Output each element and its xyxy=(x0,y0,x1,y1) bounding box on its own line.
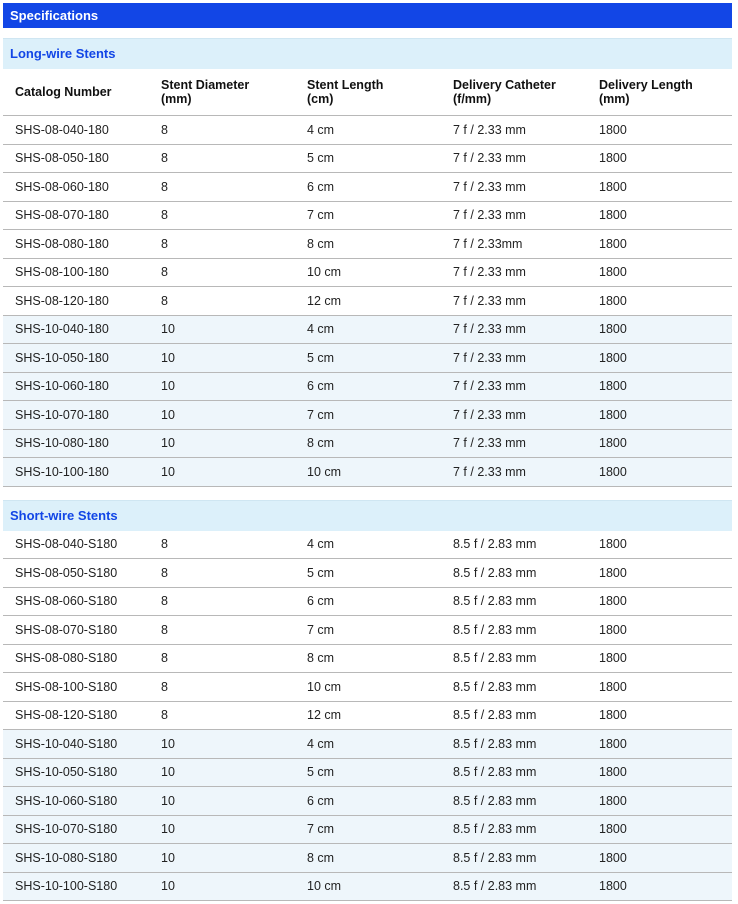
table-row xyxy=(3,116,732,145)
table-row xyxy=(3,758,732,787)
cell-delivery-length: 1800 xyxy=(587,287,732,316)
cell-stent-length: 7 cm xyxy=(295,201,441,230)
column-header-delivery-catheter: Delivery Catheter (f/mm) xyxy=(441,69,587,116)
cell-delivery-catheter: 8.5 f / 2.83 mm xyxy=(441,616,587,645)
table-row xyxy=(3,344,732,373)
cell-catalog-number: SHS-10-040-180 xyxy=(3,315,149,344)
cell-stent-diameter: 8 xyxy=(149,144,295,173)
specifications-page xyxy=(3,3,732,901)
cell-stent-diameter: 8 xyxy=(149,258,295,287)
cell-stent-diameter: 8 xyxy=(149,587,295,616)
table-row xyxy=(3,144,732,173)
cell-stent-length: 10 cm xyxy=(295,458,441,487)
cell-delivery-catheter: 8.5 f / 2.83 mm xyxy=(441,730,587,759)
cell-delivery-catheter: 7 f / 2.33 mm xyxy=(441,401,587,430)
cell-stent-diameter: 8 xyxy=(149,173,295,202)
cell-stent-length: 6 cm xyxy=(295,372,441,401)
table-row xyxy=(3,230,732,259)
cell-delivery-catheter: 7 f / 2.33 mm xyxy=(441,315,587,344)
cell-delivery-catheter: 7 f / 2.33 mm xyxy=(441,201,587,230)
cell-delivery-catheter: 7 f / 2.33 mm xyxy=(441,173,587,202)
cell-stent-length: 4 cm xyxy=(295,116,441,145)
cell-stent-diameter: 8 xyxy=(149,287,295,316)
cell-delivery-length: 1800 xyxy=(587,230,732,259)
cell-delivery-length: 1800 xyxy=(587,173,732,202)
cell-catalog-number: SHS-10-070-S180 xyxy=(3,815,149,844)
cell-stent-diameter: 10 xyxy=(149,872,295,901)
cell-delivery-length: 1800 xyxy=(587,372,732,401)
column-header-row xyxy=(3,69,732,116)
cell-delivery-catheter: 7 f / 2.33 mm xyxy=(441,458,587,487)
cell-stent-length: 4 cm xyxy=(295,730,441,759)
cell-delivery-length: 1800 xyxy=(587,815,732,844)
cell-delivery-length: 1800 xyxy=(587,344,732,373)
cell-catalog-number: SHS-10-050-S180 xyxy=(3,758,149,787)
cell-catalog-number: SHS-08-050-180 xyxy=(3,144,149,173)
cell-delivery-length: 1800 xyxy=(587,315,732,344)
table-row xyxy=(3,458,732,487)
cell-delivery-length: 1800 xyxy=(587,673,732,702)
cell-stent-diameter: 10 xyxy=(149,844,295,873)
cell-catalog-number: SHS-08-070-S180 xyxy=(3,616,149,645)
cell-stent-length: 7 cm xyxy=(295,401,441,430)
table-row xyxy=(3,429,732,458)
cell-stent-length: 8 cm xyxy=(295,230,441,259)
cell-catalog-number: SHS-08-060-S180 xyxy=(3,587,149,616)
cell-delivery-length: 1800 xyxy=(587,587,732,616)
table-row xyxy=(3,787,732,816)
cell-delivery-catheter: 8.5 f / 2.83 mm xyxy=(441,758,587,787)
cell-catalog-number: SHS-08-120-S180 xyxy=(3,701,149,730)
cell-stent-diameter: 10 xyxy=(149,429,295,458)
table-row xyxy=(3,401,732,430)
cell-delivery-catheter: 8.5 f / 2.83 mm xyxy=(441,872,587,901)
cell-delivery-length: 1800 xyxy=(587,559,732,588)
short-wire-table-body xyxy=(3,531,732,901)
cell-delivery-length: 1800 xyxy=(587,644,732,673)
cell-delivery-length: 1800 xyxy=(587,531,732,559)
cell-delivery-catheter: 7 f / 2.33 mm xyxy=(441,287,587,316)
section-title-long-wire: Long-wire Stents xyxy=(3,38,732,69)
cell-delivery-length: 1800 xyxy=(587,730,732,759)
cell-delivery-catheter: 7 f / 2.33 mm xyxy=(441,116,587,145)
table-row xyxy=(3,372,732,401)
cell-stent-diameter: 8 xyxy=(149,701,295,730)
table-row xyxy=(3,287,732,316)
cell-stent-diameter: 10 xyxy=(149,787,295,816)
cell-stent-diameter: 8 xyxy=(149,559,295,588)
spacer xyxy=(3,487,732,500)
cell-catalog-number: SHS-10-080-S180 xyxy=(3,844,149,873)
cell-stent-length: 12 cm xyxy=(295,701,441,730)
cell-catalog-number: SHS-08-040-180 xyxy=(3,116,149,145)
cell-stent-length: 8 cm xyxy=(295,429,441,458)
column-header-catalog-number: Catalog Number xyxy=(3,69,149,116)
cell-stent-length: 12 cm xyxy=(295,287,441,316)
cell-delivery-catheter: 7 f / 2.33mm xyxy=(441,230,587,259)
cell-delivery-length: 1800 xyxy=(587,616,732,645)
cell-delivery-length: 1800 xyxy=(587,144,732,173)
cell-delivery-catheter: 8.5 f / 2.83 mm xyxy=(441,844,587,873)
cell-delivery-length: 1800 xyxy=(587,458,732,487)
cell-stent-diameter: 8 xyxy=(149,644,295,673)
table-row xyxy=(3,673,732,702)
table-row xyxy=(3,701,732,730)
cell-stent-length: 7 cm xyxy=(295,616,441,645)
cell-stent-length: 5 cm xyxy=(295,559,441,588)
table-row xyxy=(3,644,732,673)
long-wire-table-body xyxy=(3,116,732,487)
cell-stent-diameter: 8 xyxy=(149,673,295,702)
column-header-stent-length: Stent Length (cm) xyxy=(295,69,441,116)
cell-stent-length: 4 cm xyxy=(295,531,441,559)
short-wire-table xyxy=(3,531,732,902)
cell-delivery-catheter: 8.5 f / 2.83 mm xyxy=(441,815,587,844)
cell-stent-diameter: 10 xyxy=(149,730,295,759)
table-row xyxy=(3,531,732,559)
cell-delivery-catheter: 8.5 f / 2.83 mm xyxy=(441,701,587,730)
cell-stent-length: 5 cm xyxy=(295,344,441,373)
cell-stent-length: 8 cm xyxy=(295,844,441,873)
cell-stent-length: 5 cm xyxy=(295,758,441,787)
cell-delivery-length: 1800 xyxy=(587,872,732,901)
cell-delivery-length: 1800 xyxy=(587,758,732,787)
cell-stent-diameter: 10 xyxy=(149,815,295,844)
cell-stent-length: 7 cm xyxy=(295,815,441,844)
cell-delivery-catheter: 8.5 f / 2.83 mm xyxy=(441,559,587,588)
cell-stent-diameter: 10 xyxy=(149,372,295,401)
cell-delivery-length: 1800 xyxy=(587,116,732,145)
cell-stent-length: 10 cm xyxy=(295,258,441,287)
cell-catalog-number: SHS-08-070-180 xyxy=(3,201,149,230)
table-row xyxy=(3,315,732,344)
cell-delivery-length: 1800 xyxy=(587,701,732,730)
cell-catalog-number: SHS-10-100-S180 xyxy=(3,872,149,901)
cell-delivery-catheter: 7 f / 2.33 mm xyxy=(441,144,587,173)
cell-stent-diameter: 10 xyxy=(149,344,295,373)
table-row xyxy=(3,201,732,230)
cell-delivery-catheter: 7 f / 2.33 mm xyxy=(441,344,587,373)
table-row xyxy=(3,173,732,202)
cell-delivery-length: 1800 xyxy=(587,258,732,287)
long-wire-table xyxy=(3,69,732,487)
cell-delivery-catheter: 8.5 f / 2.83 mm xyxy=(441,644,587,673)
table-row xyxy=(3,815,732,844)
cell-stent-length: 5 cm xyxy=(295,144,441,173)
table-row xyxy=(3,844,732,873)
column-header-delivery-length: Delivery Length (mm) xyxy=(587,69,732,116)
cell-catalog-number: SHS-10-060-S180 xyxy=(3,787,149,816)
cell-catalog-number: SHS-08-060-180 xyxy=(3,173,149,202)
cell-stent-length: 6 cm xyxy=(295,787,441,816)
cell-stent-length: 10 cm xyxy=(295,673,441,702)
cell-stent-diameter: 8 xyxy=(149,230,295,259)
table-row xyxy=(3,587,732,616)
cell-delivery-catheter: 8.5 f / 2.83 mm xyxy=(441,531,587,559)
cell-catalog-number: SHS-08-120-180 xyxy=(3,287,149,316)
cell-stent-length: 6 cm xyxy=(295,173,441,202)
cell-stent-length: 6 cm xyxy=(295,587,441,616)
cell-catalog-number: SHS-08-100-S180 xyxy=(3,673,149,702)
cell-stent-diameter: 8 xyxy=(149,201,295,230)
section-title-short-wire: Short-wire Stents xyxy=(3,500,732,531)
cell-stent-diameter: 10 xyxy=(149,458,295,487)
table-row xyxy=(3,559,732,588)
spacer xyxy=(3,28,732,38)
cell-stent-diameter: 8 xyxy=(149,116,295,145)
specifications-header: Specifications xyxy=(3,3,732,28)
cell-delivery-catheter: 8.5 f / 2.83 mm xyxy=(441,587,587,616)
cell-delivery-catheter: 8.5 f / 2.83 mm xyxy=(441,673,587,702)
cell-delivery-length: 1800 xyxy=(587,201,732,230)
cell-catalog-number: SHS-10-070-180 xyxy=(3,401,149,430)
cell-stent-diameter: 10 xyxy=(149,401,295,430)
cell-catalog-number: SHS-10-080-180 xyxy=(3,429,149,458)
table-row xyxy=(3,730,732,759)
cell-delivery-catheter: 8.5 f / 2.83 mm xyxy=(441,787,587,816)
cell-catalog-number: SHS-08-040-S180 xyxy=(3,531,149,559)
cell-stent-length: 4 cm xyxy=(295,315,441,344)
cell-stent-diameter: 10 xyxy=(149,315,295,344)
table-row xyxy=(3,872,732,901)
cell-delivery-length: 1800 xyxy=(587,401,732,430)
cell-delivery-catheter: 7 f / 2.33 mm xyxy=(441,429,587,458)
cell-catalog-number: SHS-10-100-180 xyxy=(3,458,149,487)
cell-stent-diameter: 8 xyxy=(149,616,295,645)
column-header-stent-diameter: Stent Diameter (mm) xyxy=(149,69,295,116)
cell-delivery-catheter: 7 f / 2.33 mm xyxy=(441,258,587,287)
cell-stent-diameter: 10 xyxy=(149,758,295,787)
cell-catalog-number: SHS-08-080-180 xyxy=(3,230,149,259)
cell-delivery-length: 1800 xyxy=(587,787,732,816)
cell-stent-diameter: 8 xyxy=(149,531,295,559)
cell-catalog-number: SHS-08-050-S180 xyxy=(3,559,149,588)
cell-delivery-length: 1800 xyxy=(587,844,732,873)
cell-catalog-number: SHS-08-080-S180 xyxy=(3,644,149,673)
cell-catalog-number: SHS-08-100-180 xyxy=(3,258,149,287)
cell-delivery-length: 1800 xyxy=(587,429,732,458)
table-row xyxy=(3,616,732,645)
cell-stent-length: 8 cm xyxy=(295,644,441,673)
cell-stent-length: 10 cm xyxy=(295,872,441,901)
cell-catalog-number: SHS-10-060-180 xyxy=(3,372,149,401)
cell-catalog-number: SHS-10-040-S180 xyxy=(3,730,149,759)
cell-delivery-catheter: 7 f / 2.33 mm xyxy=(441,372,587,401)
cell-catalog-number: SHS-10-050-180 xyxy=(3,344,149,373)
table-row xyxy=(3,258,732,287)
